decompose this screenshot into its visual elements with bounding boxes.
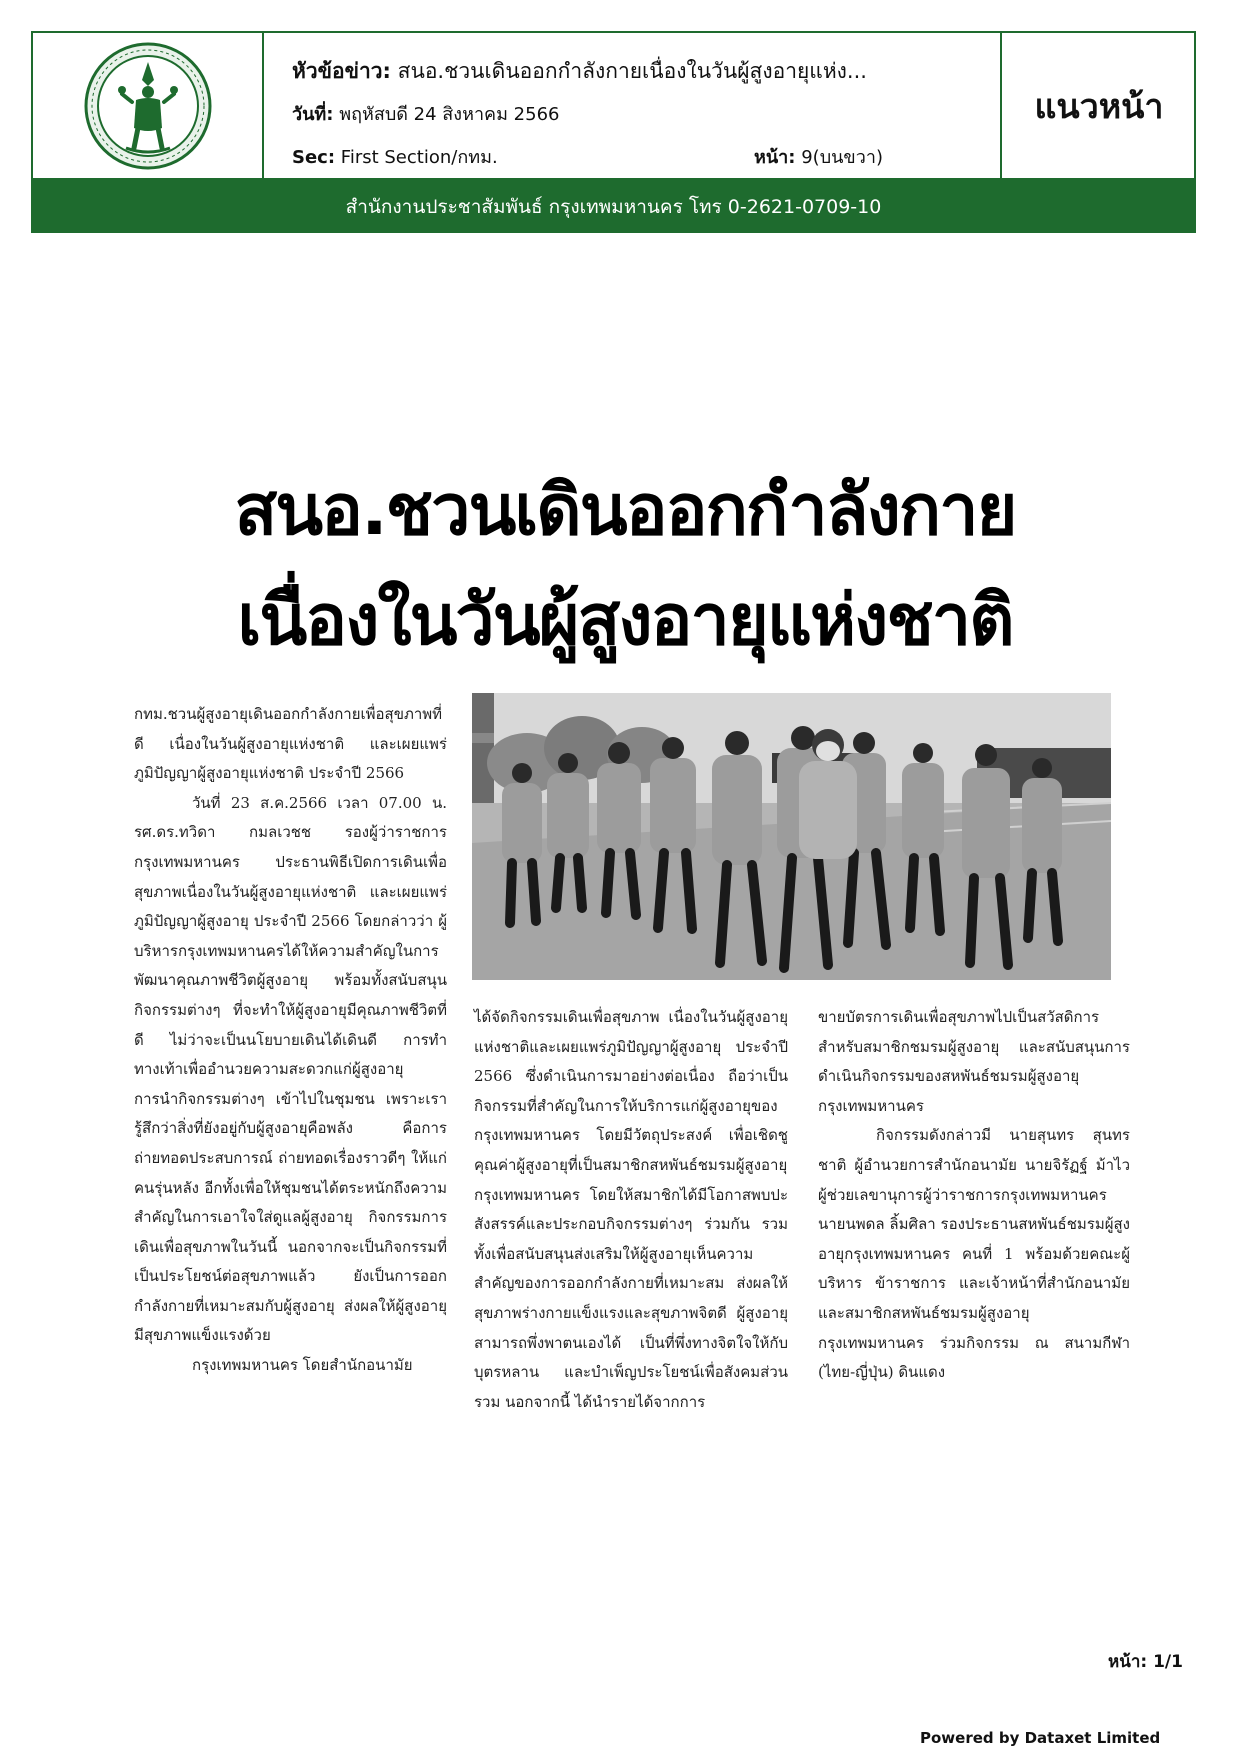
page-count: หน้า: 1/1 (1108, 1652, 1183, 1672)
body-paragraph: กิจกรรมดังกล่าวมี นายสุนทร สุนทรชาติ ผู้อำนวยการสำนักอนามัย นายจิรัฏฐ์ ม้าไว ผู้ช่วยเลขานุการผู้ว่าราชการกรุงเทพมหานคร นายนพดล ลิ้มศิลา รองประธานสหพันธ์ชมรมผู้สูงอายุกรุงเทพมหานคร คนที่ 1 พร้อมด้วยคณะผู้บริหาร ข้าราชการ และเจ้าหน้าที่สำนักอนามัย และสมาชิกสหพันธ์ชมรมผู้สูงอายุกรุงเทพมหานคร ร่วมกิจกรรม ณ สนามกีฬา (ไทย-ญี่ปุ่น) ดินแดง (818, 1126, 1130, 1382)
sec-value: First Section/กทม. (340, 147, 498, 168)
date-row (292, 99, 559, 128)
newspaper-name: แนวหน้า (1034, 86, 1164, 127)
elderly-walking-photo (472, 693, 1111, 980)
sec-label: Sec: (292, 147, 336, 168)
page-value: 9(บนขวา) (801, 147, 883, 168)
headline-row (292, 55, 867, 88)
article-column-1 (134, 700, 447, 1381)
lead-paragraph: กทม.ชวนผู้สูงอายุเดินออกกำลังกายเพื่อสุขภาพที่ดี เนื่องในวันผู้สูงอายุแห่งชาติ และเผยแพร่ภูมิปัญญาผู้สูงอายุแห่งชาติ ประจำปี 2566 (134, 705, 447, 783)
page-label: หน้า: (754, 147, 796, 168)
article-headline (120, 455, 1130, 675)
page-row (754, 142, 883, 171)
bma-seal-logo (82, 40, 214, 172)
contact-banner (31, 180, 1196, 233)
clipping-header (31, 31, 1196, 180)
article-column-3 (818, 1003, 1130, 1388)
date-label: วันที่: (292, 104, 334, 125)
logo-cell (33, 33, 264, 178)
body-paragraph: ได้จัดกิจกรรมเดินเพื่อสุขภาพ เนื่องในวันผู้สูงอายุแห่งชาติและเผยแพร่ภูมิปัญญาผู้สูงอายุ ประจำปี 2566 ซึ่งดำเนินการมาอย่างต่อเนื่อง ถือว่าเป็นกิจกรรมที่สำคัญในการให้บริการแก่ผู้สูงอายุของกรุงเทพมหานคร โดยมีวัตถุประสงค์ เพื่อเชิดชูคุณค่าผู้สูงอายุที่เป็นสมาชิกสหพันธ์ชมรมผู้สูงอายุกรุงเทพมหานคร โดยให้สมาชิกได้มีโอกาสพบปะสังสรรค์และประกอบกิจกรรมต่างๆ ร่วมกัน รวมทั้งเพื่อสนับสนุนส่งเสริมให้ผู้สูงอายุเห็นความสำคัญของการออกกำลังกายที่เหมาะสม ส่งผลให้สุขภาพร่างกายแข็งแรงและสุขภาพจิตดี ผู้สูงอายุสามารถพึ่งพาตนเองได้ เป็นที่พึ่งทางจิตใจให้กับบุตรหลาน และบำเพ็ญประโยชน์เพื่อสังคมส่วนรวม นอกจากนี้ ได้นำรายได้จากการ (474, 1008, 788, 1411)
date-value: พฤหัสบดี 24 สิงหาคม 2566 (339, 104, 560, 125)
article-column-2 (474, 1003, 788, 1417)
headline-value: สนอ.ชวนเดินออกกำลังกายเนื่องในวันผู้สูงอายุแห่ง... (397, 59, 867, 83)
body-paragraph: วันที่ 23 ส.ค.2566 เวลา 07.00 น. รศ.ดร.ทวิดา กมลเวชช รองผู้ว่าราชการกรุงเทพมหานคร ประธานพิธีเปิดการเดินเพื่อสุขภาพเนื่องในวันผู้สูงอายุแห่งชาติ และเผยแพร่ภูมิปัญญาผู้สูงอายุ ประจำปี 2566 โดยกล่าวว่า ผู้บริหารกรุงเทพมหานครได้ให้ความสำคัญในการพัฒนาคุณภาพชีวิตผู้สูงอายุ พร้อมทั้งสนับสนุนกิจกรรมต่างๆ ที่จะทำให้ผู้สูงอายุมีคุณภาพชีวิตที่ดี ไม่ว่าจะเป็นนโยบายเดินได้เดินดี การทำทางเท้าเพื่ออำนวยความสะดวกแก่ผู้สูงอายุ การนำกิจกรรมต่างๆ เข้าไปในชุมชน เพราะเรารู้สึกว่าสิ่งที่ยังอยู่กับผู้สูงอายุคือพลัง คือการถ่ายทอดประสบการณ์ ถ่ายทอดเรื่องราวดีๆ ให้แก่คนรุ่นหลัง อีกทั้งเพื่อให้ชุมชนได้ตระหนักถึงความสำคัญในการเอาใจใส่ดูแลผู้สูงอายุ กิจกรรมการเดินเพื่อสุขภาพในวันนี้ นอกจากจะเป็นกิจกรรมที่เป็นประโยชน์ต่อสุขภาพแล้ว ยังเป็นการออกกำลังกายที่เหมาะสมกับผู้สูงอายุ ส่งผลให้ผู้สูงอายุมีสุขภาพแข็งแรงด้วย (134, 793, 447, 1345)
body-paragraph: ขายบัตรการเดินเพื่อสุขภาพไปเป็นสวัสดิการ สำหรับสมาชิกชมรมผู้สูงอายุ และสนับสนุนการดำเนินกิจกรรมของสหพันธ์ชมรมผู้สูงอายุกรุงเทพมหานคร (818, 1008, 1130, 1115)
clipping-info (264, 33, 1000, 178)
body-paragraph: กรุงเทพมหานคร โดยสำนักอนามัย (192, 1356, 413, 1375)
headline-line-2: เนื่องในวันผู้สูงอายุแห่งชาติ (237, 579, 1013, 661)
section-row (292, 142, 498, 171)
headline-label: หัวข้อข่าว: (292, 59, 391, 83)
article-photo (472, 693, 1111, 980)
headline-line-1: สนอ.ชวนเดินออกกำลังกาย (234, 469, 1016, 551)
contact-banner-text: สำนักงานประชาสัมพันธ์ กรุงเทพมหานคร โทร 0-2621-0709-10 (345, 195, 882, 218)
powered-by-credit: Powered by Dataxet Limited (920, 1729, 1161, 1747)
newspaper-name-cell (1000, 33, 1196, 178)
